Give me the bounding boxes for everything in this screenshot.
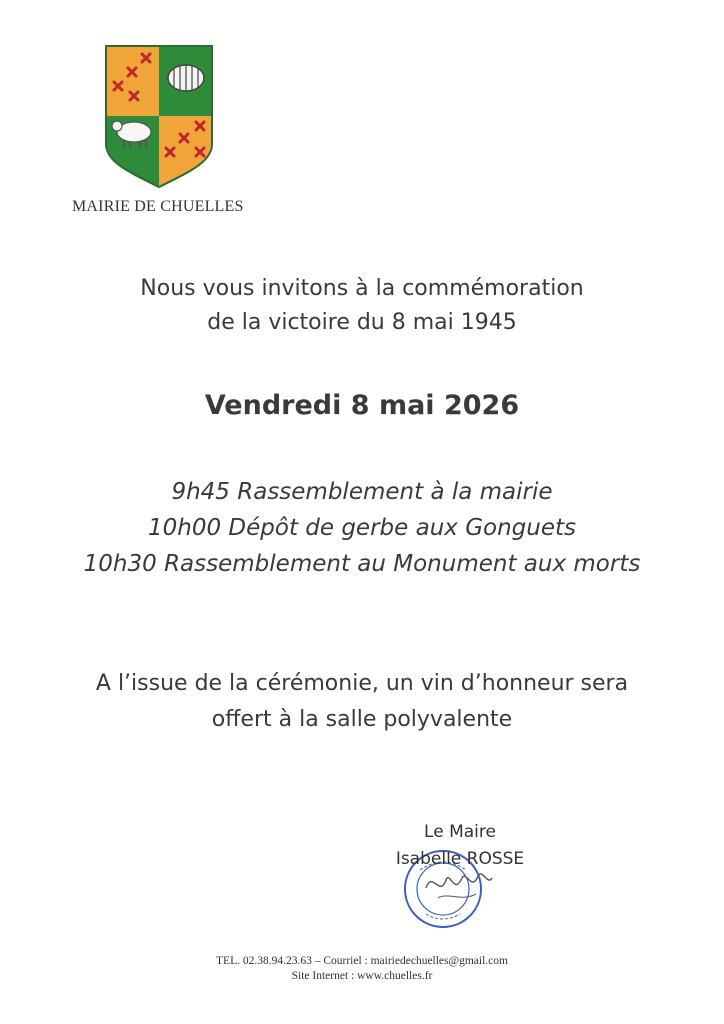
invitation-line-1: Nous vous invitons à la commémoration	[140, 276, 584, 301]
invitation-text	[0, 272, 724, 340]
mayor-title: Le Maire	[424, 822, 496, 842]
mayor-name: Isabelle ROSSE	[395, 849, 525, 869]
schedule-item: 10h30 Rassemblement au Monument aux morts	[83, 551, 641, 577]
schedule-list	[0, 474, 724, 582]
mairie-name: MAIRIE DE CHUELLES	[72, 198, 244, 215]
event-date: Vendredi 8 mai 2026	[204, 390, 520, 421]
coat-of-arms-icon	[104, 44, 214, 189]
schedule-item: 9h45 Rassemblement à la mairie	[171, 479, 553, 505]
footer-website: Site Internet : www.chuelles.fr	[291, 970, 433, 982]
reception-text	[0, 666, 724, 738]
reception-line-2: offert à la salle polyvalente	[211, 707, 513, 732]
footer-contact: TEL. 02.38.94.23.63 – Courriel : mairiedechuelles@gmail.com	[216, 955, 508, 967]
reception-line-1: A l’issue de la cérémonie, un vin d’honneur sera	[95, 671, 629, 696]
invitation-line-2: de la victoire du 8 mai 1945	[207, 310, 517, 335]
schedule-item: 10h00 Dépôt de gerbe aux Gonguets	[147, 515, 576, 541]
